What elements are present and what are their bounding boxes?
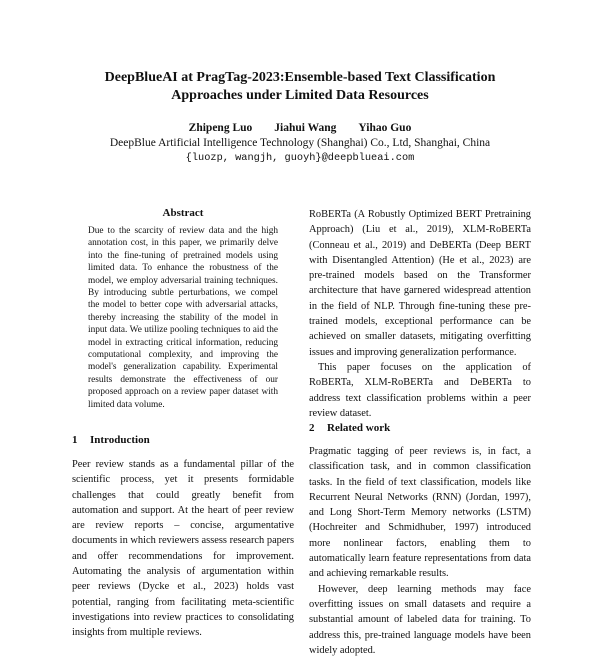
abstract-heading: Abstract [162, 207, 204, 219]
related-work-paragraph: However, deep learning methods may face overfitting issues on small datasets and require a substantial amount of labeled data for training. To address this, pre-trained language models have been widely adopted. [309, 583, 531, 656]
section-number: 2 [309, 422, 315, 434]
section-title: Introduction [90, 434, 150, 446]
section-number: 1 [72, 434, 78, 446]
intro-paragraph-focus: This paper focuses on the application of RoBERTa, XLM-RoBERTa and DeBERTa to address text classification problems within a peer review dataset. [309, 361, 531, 419]
paper-title-line-2: Approaches under Limited Data Resources [171, 88, 429, 103]
author-name: Yihao Guo [358, 122, 412, 134]
right-column-intro-continued [309, 207, 531, 421]
affiliation: DeepBlue Artificial Intelligence Technology (Shanghai) Co., Ltd, Shanghai, China [109, 137, 491, 149]
author-list [40, 121, 560, 136]
related-work-paragraph: Pragmatic tagging of peer reviews is, in fact, a classification task, and in common classification tasks. In the field of text classification, models like Recurrent Neural Networks (RNN) (Jordan, 1997), and Long Short-Term Memory networks (LSTM) (Hochreiter and Schmidhuber, 1997) introduced more nonlinear factors, enabling them to automatically learn feature representations from data and achieving remarkable results. [309, 446, 531, 580]
section-heading-related-work [309, 421, 390, 435]
introduction-paragraph: Peer review stands as a fundamental pillar of the scientific process, yet it presents formidable challenges that could greatly benefit from automation and support. At the heart of peer review are review reports – concise, argumentative documents in which reviewers assess research papers and offer recommendations for improvement. Automating the analysis of argumentation within peer reviews (Dycke et al., 2023) holds vast potential, ranging from facilitating meta-scientific investigations into review practices to consolidating insights from multiple reviews. [72, 459, 294, 639]
author-name: Zhipeng Luo [188, 122, 253, 134]
related-work-body [309, 444, 531, 658]
paper-title-line-1: DeepBlueAI at PragTag-2023:Ensemble-based Text Classification [104, 70, 496, 85]
author-emails: {luozp, wangjh, guoyh}@deepblueai.com [185, 152, 415, 164]
section-title: Related work [327, 422, 391, 434]
abstract-body: Due to the scarcity of review data and the high annotation cost, in this paper, we primarily delve into the fine-tuning of pretrained models using limited data. To enhance the robustness of the model, we employ adversarial training techniques. By introducing subtle perturbations, we compel the model to better cope with adversarial attacks, thereby increasing the stability of the model in input data. We utilize pooling techniques to aid the model in extracting critical information, reducing computational complexity, and improving the model's generalization capability. Experimental results demonstrate the effectiveness of our proposed approach on a review paper dataset with limited data volume. [88, 226, 278, 410]
author-name: Jiahui Wang [274, 122, 337, 134]
intro-paragraph-pretrained-models: RoBERTa (A Robustly Optimized BERT Pretraining Approach) (Liu et al., 2019), XLM-RoBERTa (Conneau et al., 2019) and DeBERTa (Deep BERT with Disentangled Attention) (He et al., 2023) are pre-trained models based on the Transformer architecture that have garnered widespread attention in the field of NLP. Through fine-tuning these pre-trained models, exceptional performance can be achieved on smaller datasets, mitigating overfitting issues and improving generalization performance. [309, 209, 531, 358]
section-heading-introduction [72, 433, 150, 447]
introduction-body [72, 457, 294, 641]
paper-title [40, 69, 560, 105]
